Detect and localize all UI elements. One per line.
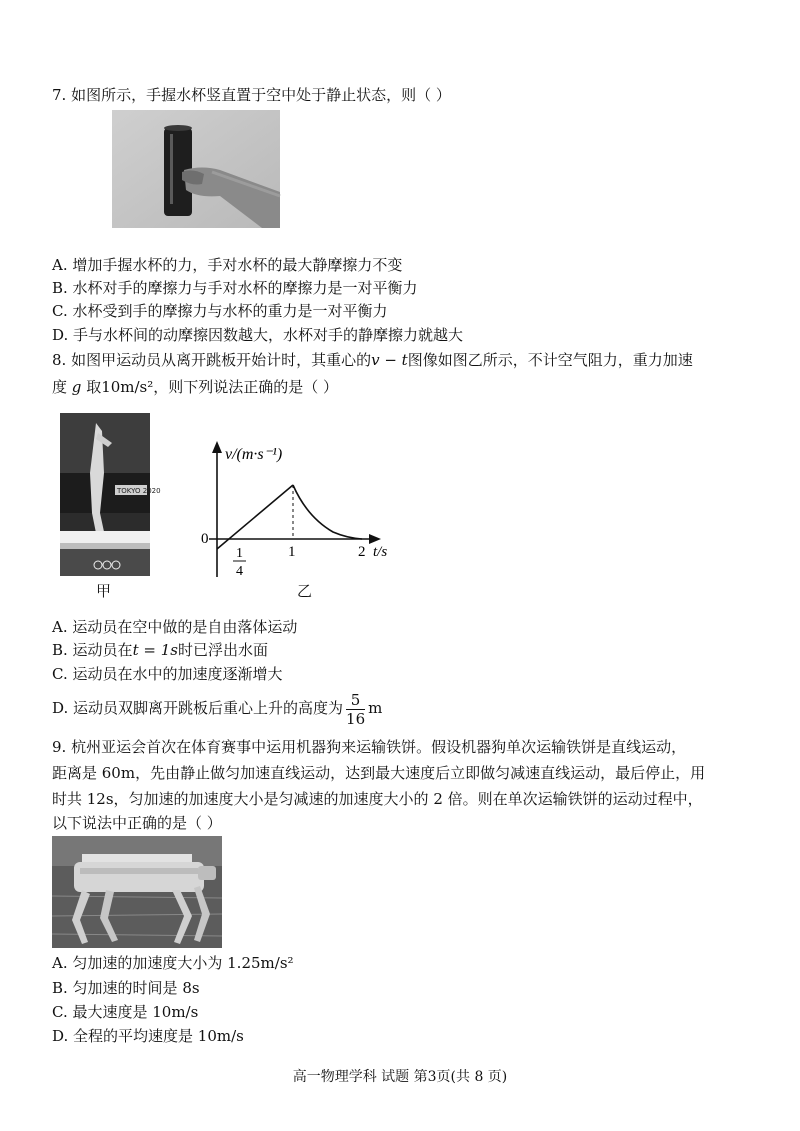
q8-caption-right: 乙 [297,582,313,600]
page-footer: 高一物理学科 试题 第3页(共 8 页) [292,1069,508,1085]
q9-option-b: B. 匀加速的时间是 8s [52,979,200,997]
q7-option-b: B. 水杯对手的摩擦力与手对水杯的摩擦力是一对平衡力 [52,279,418,297]
graph-frac-den: 4 [236,564,243,579]
q7-stem: 7. 如图所示，手握水杯竖直置于空中处于静止状态，则（ ） [52,86,451,104]
q9-option-c: C. 最大速度是 10m/s [52,1003,199,1021]
q8-photo-diver [60,413,161,576]
q8-vt-graph [195,435,410,580]
q8-stem-line1: 8. 如图甲运动员从离开跳板开始计时，其重心的v − t图像如图乙所示，不计空气阻力，重力加速 [52,351,693,369]
q8-option-a: A. 运动员在空中做的是自由落体运动 [52,618,298,636]
q7-option-a: A. 增加手握水杯的力，手对水杯的最大静摩擦力不变 [52,256,403,274]
q9-stem-line1: 9. 杭州亚运会首次在体育赛事中运用机器狗来运输铁饼。假设机器狗单次运输铁饼是直线运动， [52,738,687,756]
graph-xlabel: t/s [373,544,388,560]
q8-option-c: C. 运动员在水中的加速度逐渐增大 [52,665,283,683]
q9-stem-line4: 以下说法中正确的是（ ） [52,814,222,832]
graph-frac-num: 1 [236,546,243,561]
q7-option-c: C. 水杯受到手的摩擦力与水杯的重力是一对平衡力 [52,302,388,320]
graph-origin: 0 [201,531,209,547]
q7-option-d: D. 手与水杯间的动摩擦因数越大，水杯对手的静摩擦力就越大 [52,326,464,344]
q9-stem-line3: 时共 12s，匀加速的加速度大小是匀减速的加速度大小的 2 倍。则在单次运输铁饼的运动过程中， [52,790,703,808]
q8-caption-left: 甲 [96,582,112,600]
tokyo-2020-text: TOKYO 2020 [117,487,161,495]
q8-option-b: B. 运动员在t = 1s时已浮出水面 [52,641,268,659]
graph-ylabel: v/(m·s⁻¹) [225,446,283,463]
q7-photo-hand-holding-cup [112,110,280,228]
q9-option-a: A. 匀加速的加速度大小为 1.25m/s² [52,954,294,972]
q8-stem-line2: 度 g 取10m/s²，则下列说法正确的是（ ） [52,378,339,396]
graph-tick-1: 1 [288,544,296,560]
graph-tick-2: 2 [358,544,366,560]
q8-option-d: D. 运动员双脚离开跳板后重心上升的高度为 $\frac{5}{16}$ m [52,690,383,728]
q9-photo-robot-dog [52,836,222,948]
q9-option-d: D. 全程的平均速度是 10m/s [52,1027,244,1045]
q9-stem-line2: 距离是 60m，先由静止做匀加速直线运动，达到最大速度后立即做匀减速直线运动，最后停止，用 [52,764,706,782]
